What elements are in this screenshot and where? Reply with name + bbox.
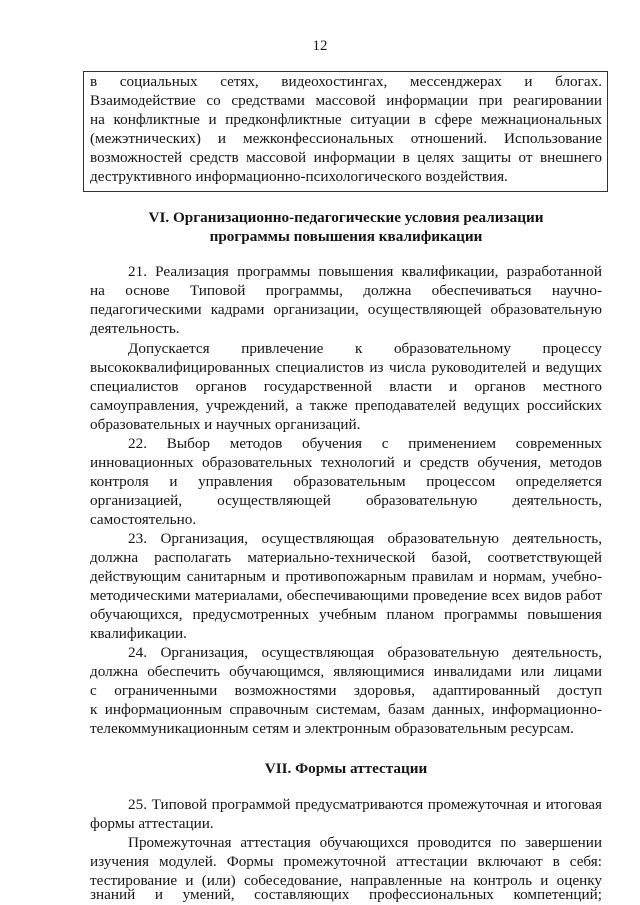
paragraph-23-line: квалификации. [90, 625, 187, 642]
paragraph-interim-line: изучения модулей. Формы промежуточной аттестации включают в себя: [90, 853, 602, 870]
paragraph-24-line: телекоммуникационным сетям и электронным образовательным ресурсам. [90, 720, 574, 737]
box-left-border [83, 72, 84, 191]
paragraph-21-line: педагогическими кадрами организации, осуществляющей образовательную [90, 301, 602, 318]
paragraph-22-line: инновационных образовательных технологий и средств обучения, методов [90, 454, 602, 471]
box-line: Взаимодействие со средствами массовой информации при реагировании [90, 92, 602, 109]
paragraph-invite-line: образовательных и научных организаций. [90, 416, 361, 433]
paragraph-22-line: 22. Выбор методов обучения с применением современных [128, 435, 602, 452]
paragraph-22-line: организацией, осуществляющей образовательную деятельность, [90, 492, 602, 509]
section-6-heading-line2: программы повышения квалификации [209, 228, 483, 245]
paragraph-interim-line: Промежуточная аттестация обучающихся проводится по завершении [128, 834, 602, 851]
paragraph-23-line: методическими материалами, обеспечивающими проведение всех видов работ [90, 587, 602, 604]
paragraph-23-line: действующим санитарным и противопожарным правилам и нормам, учебно- [90, 568, 602, 585]
paragraph-23-line: 23. Организация, осуществляющая образовательную деятельность, [128, 530, 602, 547]
section-6-heading-line1: VI. Организационно-педагогические условия реализации [148, 209, 544, 226]
paragraph-interim-line: знаний и умений, составляющих профессиональных компетенций; [90, 886, 602, 903]
paragraph-21-line: на основе Типовой программы, должна обеспечиваться научно- [90, 282, 602, 299]
paragraph-invite-line: самоуправления, учреждений, а также преподавателей ведущих российских [90, 397, 602, 414]
box-line: в социальных сетях, видеохостингах, мессенджерах и блогах. [90, 73, 602, 90]
paragraph-21-line: деятельность. [90, 320, 180, 337]
paragraph-22-line: контроля и управления образовательным процессом определяется [90, 473, 602, 490]
paragraph-24-line: 24. Организация, осуществляющая образовательную деятельность, [128, 644, 602, 661]
paragraph-22-line: самостоятельно. [90, 511, 197, 528]
paragraph-25-line: формы аттестации. [90, 815, 214, 832]
paragraph-invite-line: специалистов органов государственной власти и органов местного [90, 378, 602, 395]
paragraph-21-line: 21. Реализация программы повышения квалификации, разработанной [128, 263, 602, 280]
box-line: (межэтнических) и межконфессиональных отношений. Использование [90, 130, 602, 147]
paragraph-24-line: должна обеспечить обучающимся, являющимися инвалидами или лицами [90, 663, 602, 680]
page-number: 12 [312, 38, 328, 54]
paragraph-24-line: с ограниченными возможностями здоровья, адаптированный доступ [90, 682, 602, 699]
paragraph-23-line: обучающихся, предусмотренных учебным планом программы повышения [90, 606, 602, 623]
box-right-border [607, 72, 608, 191]
section-7-heading: VII. Формы аттестации [264, 760, 428, 777]
paragraph-interim-line: тестирование и (или) собеседование, направленные на контроль и оценку [90, 872, 602, 889]
box-line: деструктивного информационно-психологического воздействия. [90, 168, 508, 185]
paragraph-invite-line: высококвалифицированных специалистов из числа руководителей и ведущих [90, 359, 602, 376]
paragraph-23-line: должна располагать материально-технической базой, соответствующей [90, 549, 602, 566]
paragraph-25-line: 25. Типовой программой предусматриваются промежуточная и итоговая [128, 796, 602, 813]
paragraph-24-line: к информационным справочным системам, базам данных, информационно- [90, 701, 602, 718]
box-line: возможностей средств массовой информации в целях защиты от внешнего [90, 149, 602, 166]
paragraph-invite-line: Допускается привлечение к образовательному процессу [128, 340, 602, 357]
box-line: на конфликтные и предконфликтные ситуации в сфере межнациональных [90, 111, 602, 128]
